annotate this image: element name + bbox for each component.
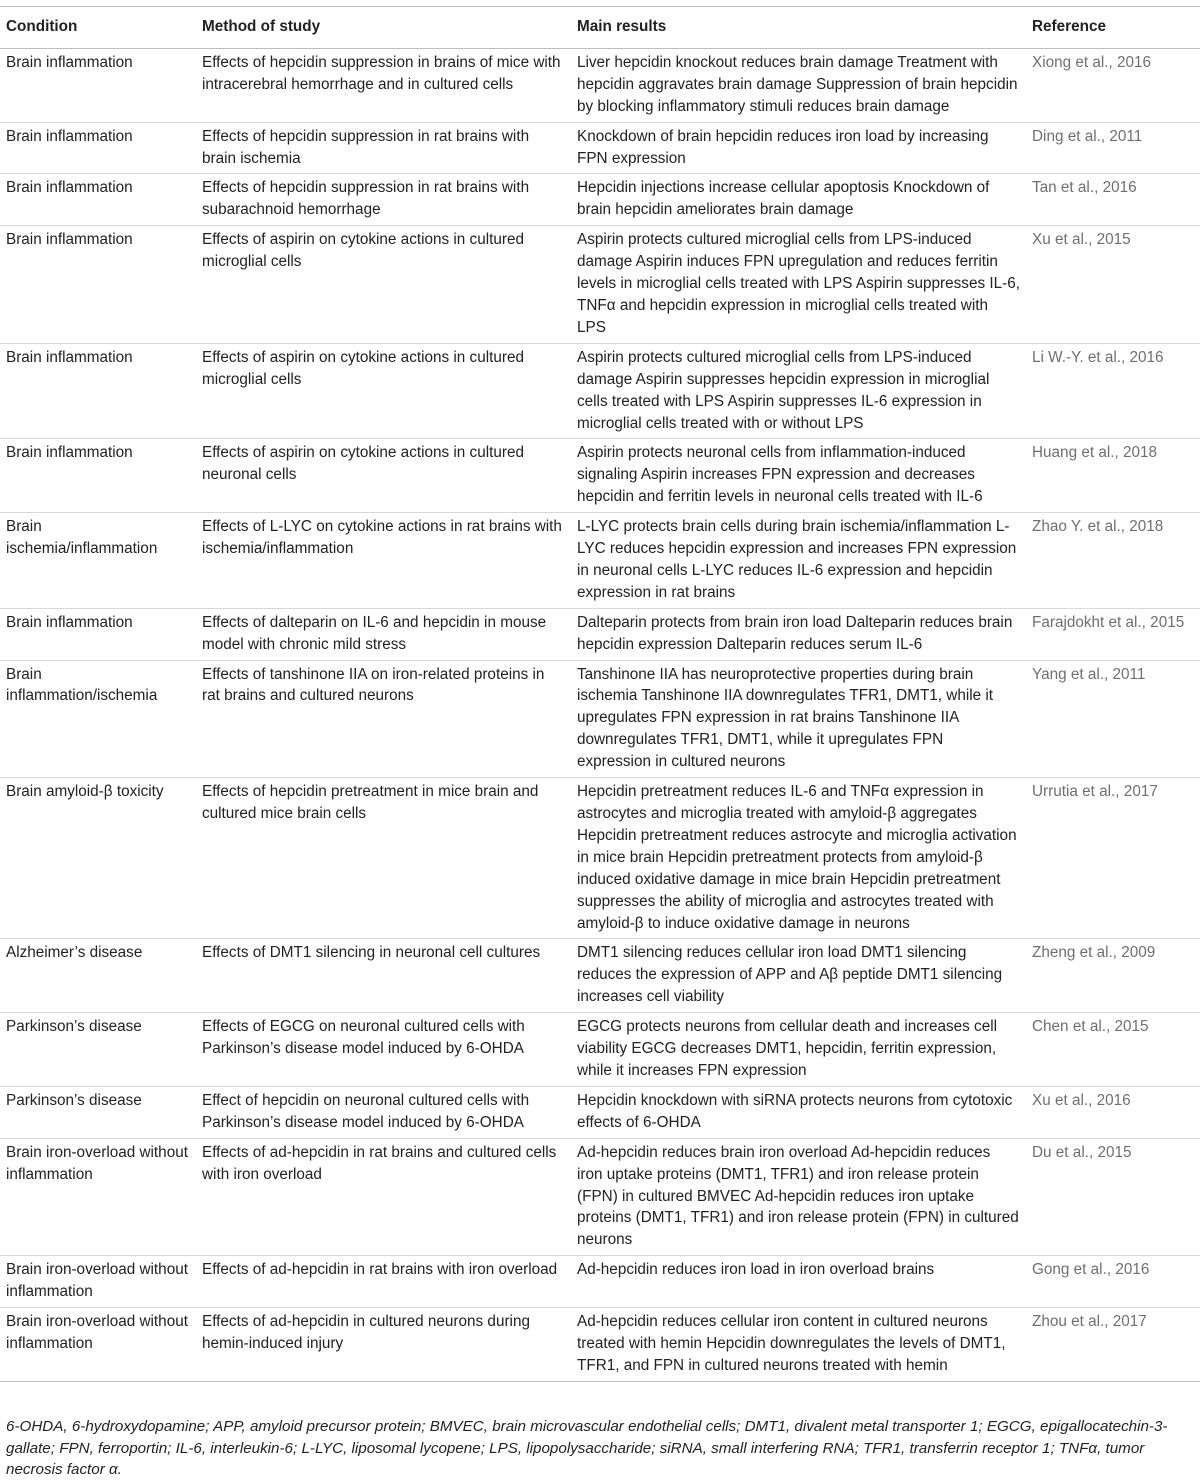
cell-method: Effects of L-LYC on cytokine actions in rat brains with ischemia/inflammation [196, 513, 571, 609]
cell-condition: Brain amyloid-β toxicity [0, 778, 196, 939]
table-row [0, 48, 1200, 122]
cell-results: DMT1 silencing reduces cellular iron load DMT1 silencing reduces the expression of APP and Aβ peptide DMT1 silencing increases cell viability [571, 939, 1026, 1013]
cell-method: Effects of tanshinone IIA on iron-related proteins in rat brains and cultured neurons [196, 660, 571, 778]
cell-reference: Xu et al., 2016 [1026, 1086, 1200, 1138]
cell-reference: Xiong et al., 2016 [1026, 48, 1200, 122]
cell-condition: Brain inflammation [0, 226, 196, 344]
cell-condition: Brain ischemia/inflammation [0, 513, 196, 609]
cell-condition: Brain inflammation [0, 122, 196, 174]
cell-results: Aspirin protects neuronal cells from inflammation-induced signaling Aspirin increases FPN expression and decreases hepcidin and ferritin levels in neuronal cells treated with IL-6 [571, 439, 1026, 513]
cell-method: Effects of aspirin on cytokine actions in cultured neuronal cells [196, 439, 571, 513]
cell-reference: Urrutia et al., 2017 [1026, 778, 1200, 939]
table-row [0, 174, 1200, 226]
table-row [0, 1138, 1200, 1256]
cell-condition: Brain inflammation [0, 48, 196, 122]
table-row [0, 343, 1200, 439]
cell-method: Effects of EGCG on neuronal cultured cells with Parkinson’s disease model induced by 6-OHDA [196, 1013, 571, 1087]
cell-condition: Brain iron-overload without inflammation [0, 1308, 196, 1382]
cell-method: Effects of hepcidin suppression in rat brains with brain ischemia [196, 122, 571, 174]
cell-method: Effects of aspirin on cytokine actions in cultured microglial cells [196, 226, 571, 344]
cell-results: Tanshinone IIA has neuroprotective properties during brain ischemia Tanshinone IIA downregulates TFR1, DMT1, while it upregulates FPN expression in rat brains Tanshinone IIA downregulates TFR1, DMT1, while it upregulates FPN expression in cultured neurons [571, 660, 1026, 778]
cell-method: Effects of dalteparin on IL-6 and hepcidin in mouse model with chronic mild stress [196, 608, 571, 660]
table-row [0, 226, 1200, 344]
table-row [0, 1086, 1200, 1138]
cell-method: Effects of hepcidin suppression in rat brains with subarachnoid hemorrhage [196, 174, 571, 226]
cell-condition: Brain inflammation [0, 174, 196, 226]
cell-condition: Parkinson’s disease [0, 1013, 196, 1087]
cell-results: Aspirin protects cultured microglial cells from LPS-induced damage Aspirin induces FPN upregulation and reduces ferritin levels in microglial cells treated with LPS Aspirin suppresses IL-6, TNFα and hepcidin expression in microglial cells treated with LPS [571, 226, 1026, 344]
cell-results: Hepcidin pretreatment reduces IL-6 and TNFα expression in astrocytes and microglia treated with amyloid-β aggregates Hepcidin pretreatment reduces astrocyte and microglia activation in mice brain Hepcidin pretreatment protects from amyloid-β induced oxidative damage in mice brain Hepcidin pretreatment suppresses the ability of microglia and astrocytes treated with amyloid-β to induce oxidative damage in neurons [571, 778, 1026, 939]
cell-results: Ad-hepcidin reduces cellular iron content in cultured neurons treated with hemin Hepcidin downregulates the levels of DMT1, TFR1, and FPN in cultured neurons treated with hemin [571, 1308, 1026, 1382]
cell-reference: Ding et al., 2011 [1026, 122, 1200, 174]
cell-condition: Brain inflammation/ischemia [0, 660, 196, 778]
table-header [0, 7, 1200, 49]
header-condition: Condition [0, 7, 196, 49]
cell-condition: Brain inflammation [0, 608, 196, 660]
cell-condition: Brain inflammation [0, 439, 196, 513]
table-row [0, 660, 1200, 778]
cell-reference: Xu et al., 2015 [1026, 226, 1200, 344]
cell-reference: Zhao Y. et al., 2018 [1026, 513, 1200, 609]
cell-results: Ad-hepcidin reduces iron load in iron overload brains [571, 1256, 1026, 1308]
table-row [0, 122, 1200, 174]
cell-condition: Brain iron-overload without inflammation [0, 1256, 196, 1308]
table-row [0, 1256, 1200, 1308]
table-row [0, 608, 1200, 660]
table-row [0, 778, 1200, 939]
cell-method: Effects of hepcidin suppression in brains of mice with intracerebral hemorrhage and in cultured cells [196, 48, 571, 122]
header-row [0, 7, 1200, 49]
cell-reference: Du et al., 2015 [1026, 1138, 1200, 1256]
table-row [0, 513, 1200, 609]
cell-results: Aspirin protects cultured microglial cells from LPS-induced damage Aspirin suppresses hepcidin expression in microglial cells treated with LPS Aspirin suppresses IL-6 expression in microglial cells treated with or without LPS [571, 343, 1026, 439]
cell-reference: Zheng et al., 2009 [1026, 939, 1200, 1013]
cell-reference: Chen et al., 2015 [1026, 1013, 1200, 1087]
table-row [0, 939, 1200, 1013]
cell-results: Liver hepcidin knockout reduces brain damage Treatment with hepcidin aggravates brain damage Suppression of brain hepcidin by blocking inflammatory stimuli reduces brain damage [571, 48, 1026, 122]
cell-reference: Yang et al., 2011 [1026, 660, 1200, 778]
cell-results: Knockdown of brain hepcidin reduces iron load by increasing FPN expression [571, 122, 1026, 174]
header-results: Main results [571, 7, 1026, 49]
cell-method: Effects of ad-hepcidin in cultured neurons during hemin-induced injury [196, 1308, 571, 1382]
cell-results: EGCG protects neurons from cellular death and increases cell viability EGCG decreases DMT1, hepcidin, ferritin expression, while it increases FPN expression [571, 1013, 1026, 1087]
cell-method: Effects of DMT1 silencing in neuronal cell cultures [196, 939, 571, 1013]
cell-reference: Huang et al., 2018 [1026, 439, 1200, 513]
table-row [0, 439, 1200, 513]
cell-results: Dalteparin protects from brain iron load Dalteparin reduces brain hepcidin expression Dalteparin reduces serum IL-6 [571, 608, 1026, 660]
cell-method: Effects of aspirin on cytokine actions in cultured microglial cells [196, 343, 571, 439]
cell-reference: Farajdokht et al., 2015 [1026, 608, 1200, 660]
cell-condition: Alzheimer’s disease [0, 939, 196, 1013]
cell-results: Hepcidin injections increase cellular apoptosis Knockdown of brain hepcidin ameliorates brain damage [571, 174, 1026, 226]
cell-method: Effect of hepcidin on neuronal cultured cells with Parkinson’s disease model induced by 6-OHDA [196, 1086, 571, 1138]
header-method: Method of study [196, 7, 571, 49]
results-table [0, 6, 1200, 1382]
cell-results: Ad-hepcidin reduces brain iron overload Ad-hepcidin reduces iron uptake proteins (DMT1, TFR1) and iron release protein (FPN) in cultured BMVEC Ad-hepcidin reduces iron uptake proteins (DMT1, TFR1) and iron release protein (FPN) in cultured neurons [571, 1138, 1026, 1256]
cell-results: Hepcidin knockdown with siRNA protects neurons from cytotoxic effects of 6-OHDA [571, 1086, 1026, 1138]
cell-reference: Gong et al., 2016 [1026, 1256, 1200, 1308]
cell-condition: Brain iron-overload without inflammation [0, 1138, 196, 1256]
cell-method: Effects of ad-hepcidin in rat brains and cultured cells with iron overload [196, 1138, 571, 1256]
cell-method: Effects of ad-hepcidin in rat brains with iron overload [196, 1256, 571, 1308]
cell-condition: Parkinson’s disease [0, 1086, 196, 1138]
header-reference: Reference [1026, 7, 1200, 49]
cell-reference: Tan et al., 2016 [1026, 174, 1200, 226]
table-row [0, 1013, 1200, 1087]
table-footnote: 6-OHDA, 6-hydroxydopamine; APP, amyloid precursor protein; BMVEC, brain microvascular endothelial cells; DMT1, divalent metal transporter 1; EGCG, epigallocatechin-3-gallate; FPN, ferroportin; IL-6, interleukin-6; L-LYC, liposomal lycopene; LPS, lipopolysaccharide; siRNA, small interfering RNA; TFR1, transferrin receptor 1; TNFα, tumor necrosis factor α. [6, 1418, 1168, 1478]
cell-reference: Li W.-Y. et al., 2016 [1026, 343, 1200, 439]
cell-method: Effects of hepcidin pretreatment in mice brain and cultured mice brain cells [196, 778, 571, 939]
cell-results: L-LYC protects brain cells during brain ischemia/inflammation L-LYC reduces hepcidin expression and increases FPN expression in neuronal cells L-LYC reduces IL-6 expression and hepcidin expression in rat brains [571, 513, 1026, 609]
cell-condition: Brain inflammation [0, 343, 196, 439]
table-body [0, 48, 1200, 1381]
cell-reference: Zhou et al., 2017 [1026, 1308, 1200, 1382]
table-row [0, 1308, 1200, 1382]
